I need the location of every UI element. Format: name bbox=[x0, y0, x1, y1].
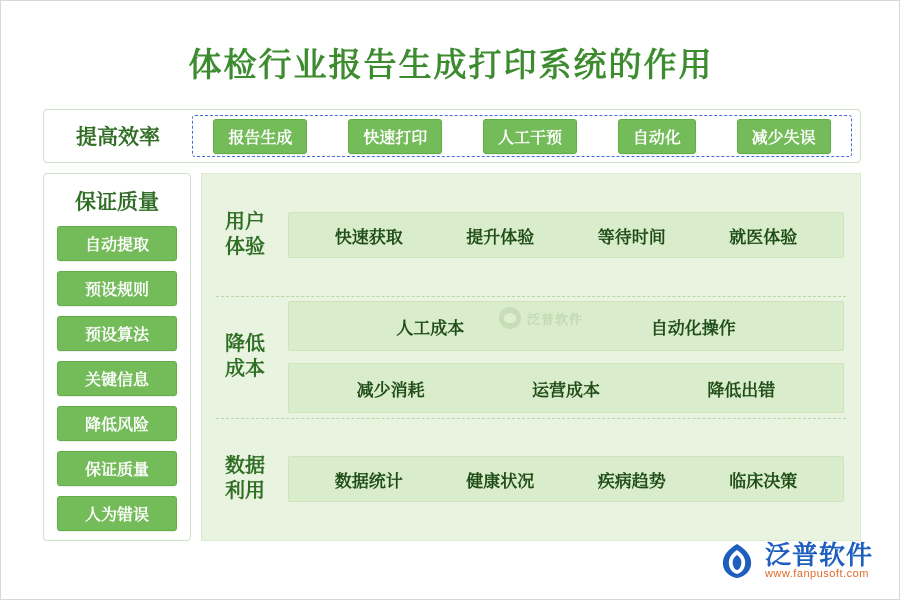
efficiency-chip[interactable]: 报告生成 bbox=[213, 119, 307, 154]
band-data-utilization bbox=[202, 418, 860, 540]
band-label-line: 降低 bbox=[225, 333, 265, 355]
sub-item[interactable]: 提升体验 bbox=[466, 227, 535, 247]
band-label bbox=[202, 210, 288, 260]
sub-item[interactable]: 快速获取 bbox=[334, 227, 403, 247]
band-label-line: 数据 bbox=[225, 455, 265, 477]
quality-chip[interactable]: 预设算法 bbox=[57, 316, 177, 351]
sub-item[interactable]: 减少消耗 bbox=[356, 380, 425, 400]
band-body bbox=[288, 212, 860, 258]
quality-chip[interactable]: 人为错误 bbox=[57, 496, 177, 531]
brand-name: 泛普软件 bbox=[764, 540, 873, 570]
band-user-experience bbox=[202, 174, 860, 296]
quality-chip[interactable]: 保证质量 bbox=[57, 451, 177, 486]
brand-logo bbox=[717, 541, 873, 581]
brand-url: www.fanpusoft.com bbox=[764, 567, 869, 580]
sub-item[interactable]: 人工成本 bbox=[396, 318, 465, 338]
band-body bbox=[288, 301, 860, 413]
band-label-line: 用户 bbox=[225, 211, 265, 233]
efficiency-label: 提高效率 bbox=[76, 125, 160, 149]
sub-item[interactable]: 降低出错 bbox=[707, 380, 776, 400]
band-cost-reduction bbox=[202, 296, 860, 418]
efficiency-chip[interactable]: 快速打印 bbox=[348, 119, 442, 154]
page-title: 体检行业报告生成打印系统的作用 bbox=[188, 48, 714, 84]
band-label bbox=[202, 454, 288, 504]
efficiency-chip[interactable]: 减少失误 bbox=[737, 119, 831, 154]
brand-logo-icon bbox=[717, 541, 757, 581]
brand-logo-text bbox=[765, 542, 873, 581]
efficiency-chip-group bbox=[192, 115, 852, 157]
sub-item[interactable]: 健康状况 bbox=[466, 471, 535, 491]
efficiency-chip[interactable]: 自动化 bbox=[618, 119, 696, 154]
quality-chip[interactable]: 自动提取 bbox=[57, 226, 177, 261]
quality-column bbox=[43, 173, 191, 541]
sub-box bbox=[288, 301, 844, 351]
quality-chip[interactable]: 预设规则 bbox=[57, 271, 177, 306]
sub-item[interactable]: 等待时间 bbox=[597, 227, 666, 247]
sub-item[interactable]: 疾病趋势 bbox=[597, 471, 666, 491]
quality-chip[interactable]: 降低风险 bbox=[57, 406, 177, 441]
quality-label: 保证质量 bbox=[75, 190, 159, 214]
efficiency-row bbox=[43, 109, 861, 163]
band-body bbox=[288, 456, 860, 502]
sub-item[interactable]: 运营成本 bbox=[531, 380, 600, 400]
band-label bbox=[202, 332, 288, 382]
band-label-line: 利用 bbox=[225, 480, 265, 502]
sub-box bbox=[288, 363, 844, 413]
sub-item[interactable]: 自动化操作 bbox=[650, 318, 736, 338]
band-label-line: 体验 bbox=[225, 236, 265, 258]
sub-box bbox=[288, 456, 844, 502]
sub-item[interactable]: 就医体验 bbox=[729, 227, 798, 247]
band-label-line: 成本 bbox=[225, 358, 265, 380]
sub-item[interactable]: 数据统计 bbox=[334, 471, 403, 491]
efficiency-chip[interactable]: 人工干预 bbox=[483, 119, 577, 154]
watermark-text: 泛普软件 bbox=[527, 311, 584, 327]
sub-item[interactable]: 临床决策 bbox=[729, 471, 798, 491]
sub-box bbox=[288, 212, 844, 258]
benefits-panel bbox=[201, 173, 861, 541]
quality-chip[interactable]: 关键信息 bbox=[57, 361, 177, 396]
